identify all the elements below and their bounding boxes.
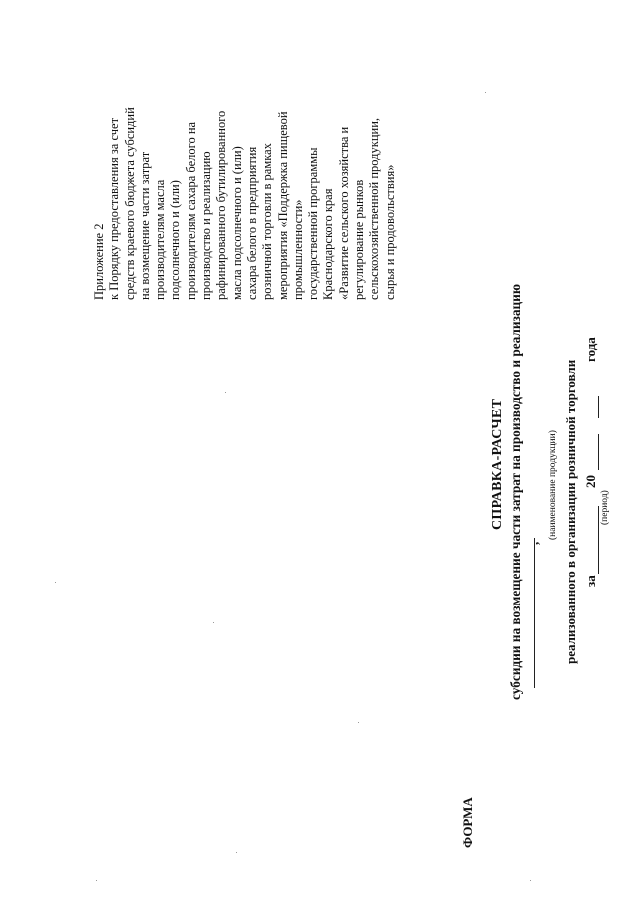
appendix-line: рафинированного бутилированного: [214, 110, 229, 300]
period-prefix: за: [583, 575, 598, 587]
appendix-block: [92, 60, 398, 300]
year-suffix: года: [583, 337, 598, 362]
scan-speck: [485, 92, 486, 93]
appendix-line: розничной торговли в рамках: [260, 143, 275, 300]
appendix-line: производителям сахара белого на: [183, 121, 198, 300]
appendix-line: «Развитие сельского хозяйства и: [336, 126, 351, 300]
period-blank: [598, 506, 599, 574]
scan-speck: [236, 852, 237, 853]
document-subtitle: субсидии на возмещение части затрат на производство и реализацию: [508, 284, 523, 700]
appendix-line: Приложение 2: [92, 223, 106, 300]
scan-speck: [530, 880, 531, 881]
appendix-line: регулирование рынков: [352, 179, 367, 300]
product-name-blank: [534, 538, 535, 688]
appendix-line: сырья и продовольствия»: [382, 164, 397, 300]
appendix-line: сельскохозяйственной продукции,: [367, 117, 382, 300]
appendix-line: Краснодарского края: [321, 188, 336, 300]
appendix-line: промышленности»: [290, 199, 305, 300]
product-name-comma: ,: [526, 541, 541, 545]
form-label: ФОРМА: [460, 797, 475, 848]
year-prefix: 20: [583, 475, 598, 488]
scan-speck: [55, 582, 56, 583]
realized-line: реализованного в организации розничной торговли: [563, 359, 578, 664]
scan-speck: [358, 722, 359, 723]
appendix-line: мероприятия «Поддержка пищевой: [275, 111, 290, 300]
year-blank-right: [598, 396, 599, 418]
year-blank-left: [598, 434, 599, 470]
scan-speck: [225, 392, 226, 393]
appendix-line: средств краевого бюджета субсидий: [122, 107, 137, 300]
period-caption: (период): [600, 490, 610, 525]
appendix-line: на возмещение части затрат: [137, 151, 152, 300]
appendix-line: масла подсолнечного и (или): [229, 146, 244, 300]
appendix-line: производителям масла: [153, 179, 168, 300]
appendix-line: к Порядку предоставления за счет: [107, 117, 122, 300]
scan-speck: [96, 880, 97, 881]
appendix-line: сахара белого в предприятия: [244, 146, 259, 300]
appendix-line: государственной программы: [306, 147, 321, 300]
product-name-caption: (наименование продукции): [548, 430, 558, 540]
appendix-line: производство и реализацию: [199, 151, 214, 300]
scan-speck: [213, 622, 214, 623]
document-title: СПРАВКА-РАСЧЕТ: [490, 398, 505, 530]
appendix-line: подсолнечного и (или): [168, 180, 183, 300]
